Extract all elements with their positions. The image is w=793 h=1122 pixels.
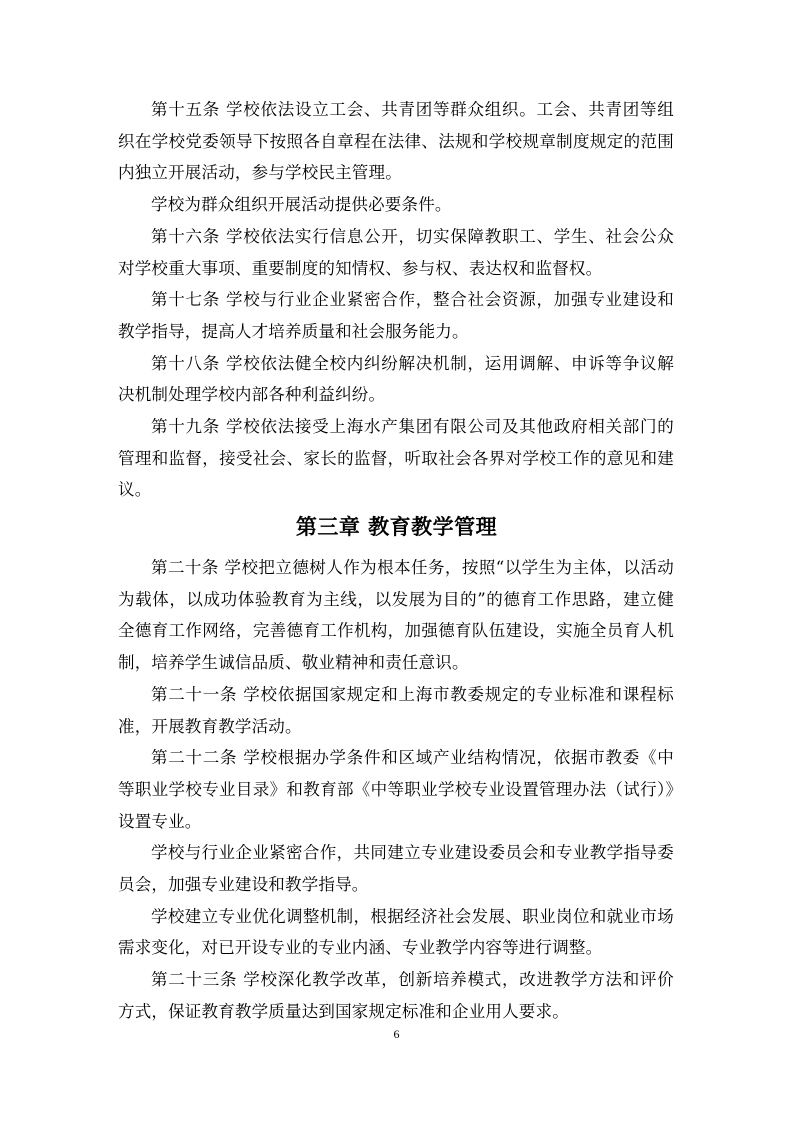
article-16: 第十六条 学校依法实行信息公开，切实保障教职工、学生、社会公众对学校重大事项、重要制度的知情权、参与权、表达权和监督权。 (118, 226, 674, 278)
chapter-three-articles (118, 552, 674, 1028)
article-21: 第二十一条 学校依据国家规定和上海市教委规定的专业标准和课程标准，开展教育教学活动。 (118, 684, 674, 736)
article-15-supplement: 学校为群众组织开展活动提供必要条件。 (151, 195, 452, 215)
article-15: 第十五条 学校依法设立工会、共青团等群众组织。工会、共青团等组织在学校党委领导下按照各自章程在法律、法规和学校规章制度规定的范围内独立开展活动，参与学校民主管理。 (118, 100, 674, 183)
article-22: 第二十二条 学校根据办学条件和区域产业结构情况，依据市教委《中等职业学校专业目录》和教育部《中等职业学校专业设置管理办法（试行）》设置专业。 (118, 748, 674, 831)
article-22-supplement-2: 学校建立专业优化调整机制，根据经济社会发展、职业岗位和就业市场需求变化，对已开设专业的专业内涵、专业教学内容等进行调整。 (118, 906, 674, 958)
previous-chapter-articles (118, 94, 674, 506)
article-18: 第十八条 学校依法健全校内纠纷解决机制，运用调解、申诉等争议解决机制处理学校内部各种利益纠纷。 (118, 353, 674, 405)
article-20: 第二十条 学校把立德树人作为根本任务，按照“以学生为主体，以活动为载体，以成功体验教育为主线，以发展为目的”的德育工作思路，建立健全德育工作网络，完善德育工作机构，加强德育队伍建设，实施全员育人机制，培养学生诚信品质、敬业精神和责任意识。 (118, 558, 674, 673)
article-17: 第十七条 学校与行业企业紧密合作，整合社会资源，加强专业建设和教学指导，提高人才培养质量和社会服务能力。 (118, 290, 674, 341)
article-22-supplement-1: 学校与行业企业紧密合作，共同建立专业建设委员会和专业教学指导委员会，加强专业建设和教学指导。 (118, 843, 674, 895)
page-number: 6 (393, 1027, 400, 1041)
article-23: 第二十三条 学校深化教学改革，创新培养模式，改进教学方法和评价方式，保证教育教学质量达到国家规定标准和企业用人要求。 (118, 970, 674, 1021)
article-19: 第十九条 学校依法接受上海水产集团有限公司及其他政府相关部门的管理和监督，接受社会、家长的监督，听取社会各界对学校工作的意见和建议。 (118, 417, 674, 500)
chapter-title: 第三章 教育教学管理 (295, 515, 498, 539)
